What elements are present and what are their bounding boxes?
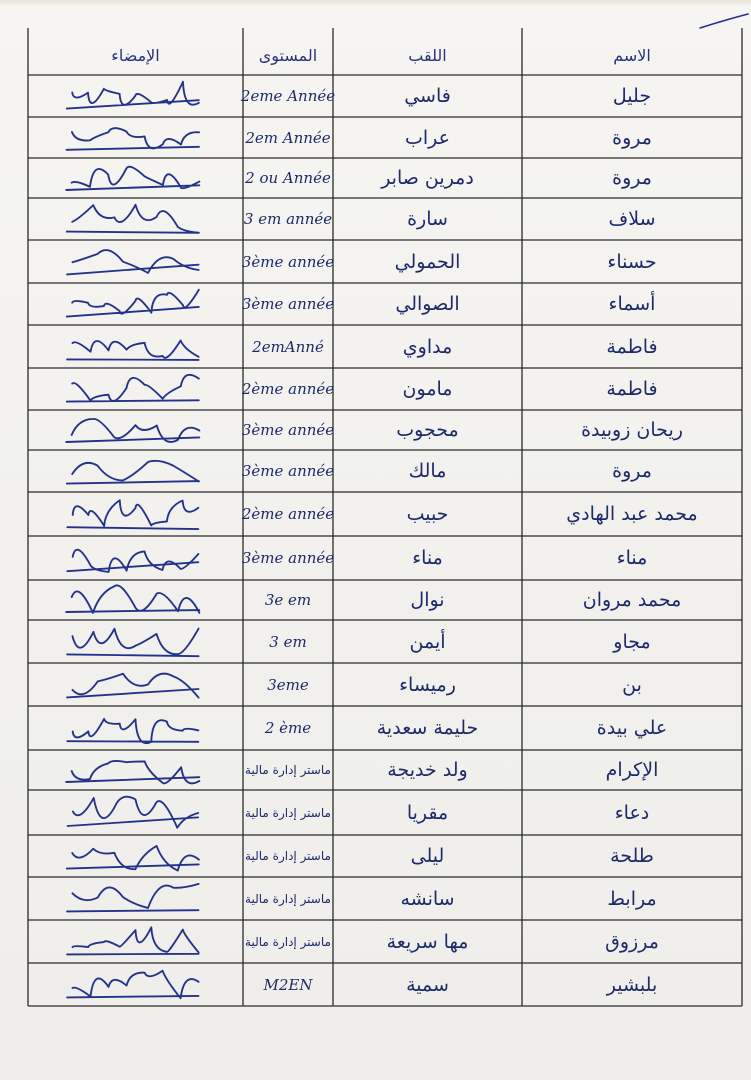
signature-cell: [28, 835, 243, 877]
signature-stroke: [67, 250, 199, 274]
signature-stroke: [67, 971, 199, 998]
level-cell: 3ème année: [241, 462, 335, 480]
header-first-name: اللقب: [408, 46, 447, 65]
last-name-cell: محمد عبد الهادي: [566, 503, 698, 525]
signature-cell: [28, 75, 243, 117]
last-name-cell: مرابط: [607, 887, 657, 910]
signature-stroke: [67, 205, 199, 233]
signature-stroke: [66, 761, 199, 783]
level-cell: 2ème année: [241, 505, 335, 523]
level-cell: M2EN: [263, 975, 313, 994]
level-cell: 2ème année: [241, 380, 335, 398]
first-name-cell: سارة: [407, 208, 448, 230]
signature-15-icon: [28, 663, 243, 706]
last-name-cell: ريحان زوبيدة: [581, 419, 683, 441]
signature-19-icon: [28, 835, 243, 877]
signature-22-icon: [28, 963, 243, 1006]
level-cell: 3eme: [267, 675, 309, 694]
level-cell: 2 ou Année: [245, 169, 331, 187]
signature-2-icon: [28, 117, 243, 158]
first-name-cell: ليلى: [410, 845, 445, 867]
first-name-cell: الصوالي: [395, 293, 460, 315]
level-cell: 3ème année: [241, 295, 335, 313]
last-name-cell: فاطمة: [606, 335, 658, 358]
header-signature: الإمضاء: [111, 46, 160, 65]
level-cell: 2emAnné: [252, 337, 324, 356]
signature-cell: [28, 750, 243, 790]
level-cell: 3ème année: [241, 549, 335, 567]
signature-stroke: [67, 340, 199, 359]
signature-9-icon: [28, 410, 243, 450]
signature-cell: [28, 283, 243, 325]
first-name-cell: دمرين صابر: [381, 167, 474, 189]
level-cell: ماستر إدارة مالية: [245, 763, 331, 777]
signature-13-icon: [28, 580, 243, 620]
first-name-cell: فاسي: [404, 85, 451, 107]
signature-1-icon: [28, 75, 243, 117]
first-name-cell: حبيب: [406, 503, 449, 525]
last-name-cell: طلحة: [610, 845, 654, 867]
signature-stroke: [67, 461, 199, 484]
first-name-cell: مقريا: [406, 801, 449, 824]
signature-6-icon: [28, 283, 243, 325]
signature-cell: [28, 580, 243, 620]
signature-cell: [28, 117, 243, 158]
level-cell: 2eme Année: [240, 87, 336, 105]
last-name-cell: دعاء: [614, 801, 650, 824]
signature-stroke: [67, 719, 198, 743]
last-name-cell: مناء: [616, 547, 648, 569]
header-level: المستوى: [258, 46, 318, 65]
signature-4-icon: [28, 198, 243, 240]
signature-8-icon: [28, 368, 243, 410]
signature-cell: [28, 706, 243, 750]
pen-mark: [700, 14, 748, 28]
signature-cell: [28, 790, 243, 835]
signature-17-icon: [28, 750, 243, 790]
first-name-cell: سمية: [406, 973, 449, 996]
last-name-cell: بن: [622, 673, 642, 696]
signature-stroke: [67, 674, 199, 698]
signature-stroke: [67, 846, 199, 871]
signature-stroke: [67, 290, 199, 317]
signature-cell: [28, 450, 243, 492]
signature-cell: [28, 620, 243, 663]
signature-cell: [28, 240, 243, 283]
header-last-name: الاسم: [613, 46, 651, 65]
signature-10-icon: [28, 450, 243, 492]
signature-cell: [28, 410, 243, 450]
last-name-cell: بلبشير: [606, 973, 658, 996]
signature-cell: [28, 368, 243, 410]
signature-7-icon: [28, 325, 243, 368]
signature-stroke: [67, 884, 199, 912]
last-name-cell: أسماء: [608, 293, 656, 315]
first-name-cell: مها سريعة: [386, 930, 469, 953]
level-cell: ماستر إدارة مالية: [245, 805, 331, 820]
last-name-cell: مروة: [612, 126, 652, 149]
last-name-cell: مروة: [612, 460, 652, 482]
first-name-cell: مناء: [412, 547, 443, 569]
signature-stroke: [67, 927, 199, 954]
last-name-cell: الإكرام: [605, 759, 659, 781]
signature-stroke: [68, 797, 199, 828]
signature-stroke: [66, 167, 199, 190]
signature-cell: [28, 158, 243, 198]
signature-cell: [28, 663, 243, 706]
level-cell: ماستر إدارة مالية: [245, 849, 331, 863]
signature-cell: [28, 877, 243, 920]
signature-stroke: [67, 375, 199, 402]
signature-11-icon: [28, 492, 243, 536]
level-cell: 2 ème: [264, 719, 312, 737]
first-name-cell: أيمن: [409, 630, 446, 653]
first-name-cell: ولد خديجة: [387, 759, 468, 781]
signature-cell: [28, 536, 243, 580]
last-name-cell: سلاف: [608, 208, 656, 230]
signature-stroke: [66, 585, 199, 613]
level-cell: 3ème année: [241, 421, 335, 439]
signature-18-icon: [28, 790, 243, 835]
level-cell: 3 em: [269, 632, 307, 651]
signature-cell: [28, 492, 243, 536]
first-name-cell: رميساء: [399, 673, 456, 696]
signature-cell: [28, 920, 243, 963]
last-name-cell: فاطمة: [606, 378, 658, 400]
level-cell: 3 em année: [243, 210, 333, 228]
first-name-cell: حليمة سعدية: [376, 717, 479, 739]
signature-stroke: [67, 629, 199, 657]
last-name-cell: مروة: [612, 167, 652, 189]
level-cell: 3e em: [264, 591, 312, 609]
signature-stroke: [66, 419, 199, 442]
signature-12-icon: [28, 536, 243, 580]
level-cell: 3ème année: [241, 252, 335, 271]
signature-stroke: [67, 82, 199, 109]
last-name-cell: محمد مروان: [582, 589, 682, 611]
signature-stroke: [67, 550, 198, 572]
first-name-cell: الحمولي: [394, 250, 461, 273]
signature-16-icon: [28, 706, 243, 750]
signature-stroke: [67, 128, 200, 150]
level-cell: 2em Année: [245, 128, 331, 147]
signature-14-icon: [28, 620, 243, 663]
first-name-cell: نوال: [410, 589, 445, 611]
last-name-cell: جليل: [612, 85, 652, 107]
first-name-cell: مامون: [402, 378, 453, 400]
last-name-cell: علي بيدة: [596, 717, 668, 739]
signature-cell: [28, 963, 243, 1006]
first-name-cell: عراب: [405, 126, 450, 149]
signature-cell: [28, 198, 243, 240]
last-name-cell: حسناء: [607, 250, 657, 273]
first-name-cell: مداوي: [402, 335, 453, 358]
signature-20-icon: [28, 877, 243, 920]
level-cell: ماستر إدارة مالية: [245, 891, 331, 906]
first-name-cell: مالك: [408, 460, 447, 482]
signature-cell: [28, 325, 243, 368]
first-name-cell: سانشه: [400, 887, 455, 910]
last-name-cell: مجاو: [613, 630, 651, 653]
last-name-cell: مرزوق: [605, 930, 659, 953]
level-cell: ماستر إدارة مالية: [245, 934, 331, 949]
first-name-cell: محجوب: [396, 419, 459, 441]
signature-5-icon: [28, 240, 243, 283]
signature-21-icon: [28, 920, 243, 963]
signature-3-icon: [28, 158, 243, 198]
signature-stroke: [67, 500, 198, 529]
